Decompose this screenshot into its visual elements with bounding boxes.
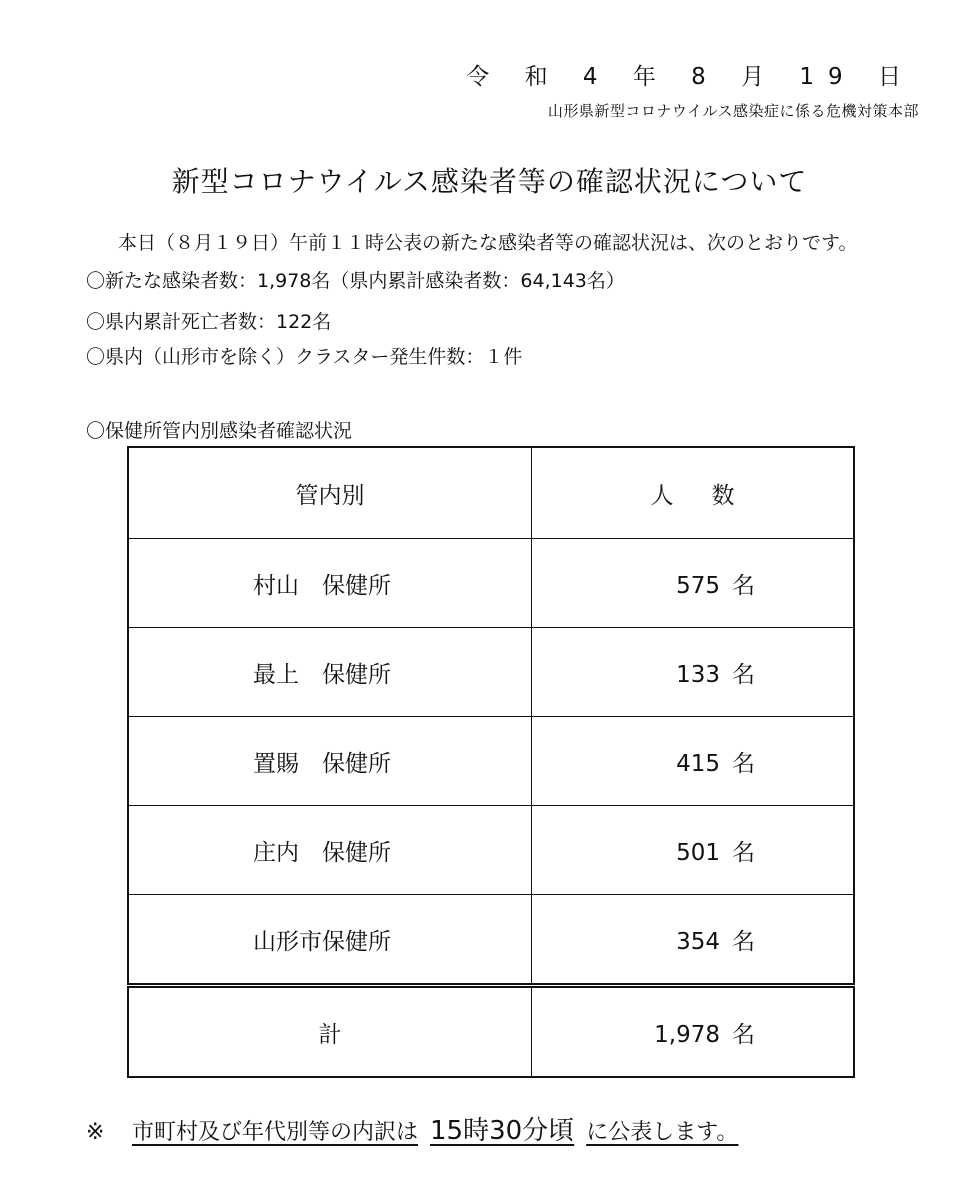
- total-value: 1,978: [654, 1021, 720, 1048]
- total-row: [128, 986, 854, 1078]
- count-value: 415: [676, 750, 720, 777]
- note-mark: ※: [86, 1120, 105, 1145]
- count-unit: 名: [732, 572, 755, 599]
- case-count: [532, 539, 855, 628]
- count-value: 501: [676, 839, 720, 866]
- note-text-after: に公表します。: [586, 1120, 739, 1145]
- issuing-organization: 山形県新型コロナウイルス感染症に係る危機対策本部: [547, 102, 919, 120]
- area-name: 最上 保健所: [128, 628, 532, 717]
- note-text-before: 市町村及び年代別等の内訳は: [132, 1120, 419, 1145]
- area-name: 置賜 保健所: [128, 717, 532, 806]
- table-row: [128, 806, 854, 895]
- header-area: 管内別: [128, 447, 532, 539]
- intro-text: 本日（８月１９日）午前１１時公表の新たな感染者等の確認状況は、次のとおりです。: [118, 232, 858, 254]
- note-time: 15時30分頃: [430, 1116, 575, 1146]
- header-count: 人数: [532, 447, 855, 539]
- clusters-line: 〇県内（山形市を除く）クラスター発生件数：１件: [86, 346, 523, 368]
- case-count: [532, 895, 855, 986]
- count-unit: 名: [732, 928, 755, 955]
- count-unit: 名: [732, 1021, 755, 1048]
- total-count: [532, 986, 855, 1078]
- case-count: [532, 717, 855, 806]
- cases-by-health-center-table: [127, 446, 855, 1078]
- total-label: 計: [128, 986, 532, 1078]
- area-name: 村山 保健所: [128, 539, 532, 628]
- count-value: 133: [676, 661, 720, 688]
- document-date: 令 和 4 年 8 月 19 日: [466, 64, 915, 90]
- area-name: 庄内 保健所: [128, 806, 532, 895]
- deaths-line: 〇県内累計死亡者数：122名: [86, 311, 332, 333]
- table-heading: 〇保健所管内別感染者確認状況: [86, 420, 353, 442]
- table-row: [128, 895, 854, 986]
- case-count: [532, 628, 855, 717]
- document-title: 新型コロナウイルス感染者等の確認状況について: [171, 165, 808, 198]
- table-header-row: [128, 447, 854, 539]
- table-row: [128, 628, 854, 717]
- count-unit: 名: [732, 661, 755, 688]
- publication-note: [86, 1110, 738, 1147]
- new-cases-line: 〇新たな感染者数：1,978名（県内累計感染者数：64,143名）: [86, 270, 625, 292]
- count-value: 575: [676, 572, 720, 599]
- area-name: 山形市保健所: [128, 895, 532, 986]
- case-count: [532, 806, 855, 895]
- table-row: [128, 539, 854, 628]
- count-unit: 名: [732, 839, 755, 866]
- count-unit: 名: [732, 750, 755, 777]
- table-row: [128, 717, 854, 806]
- count-value: 354: [676, 928, 720, 955]
- note-text: [132, 1116, 739, 1146]
